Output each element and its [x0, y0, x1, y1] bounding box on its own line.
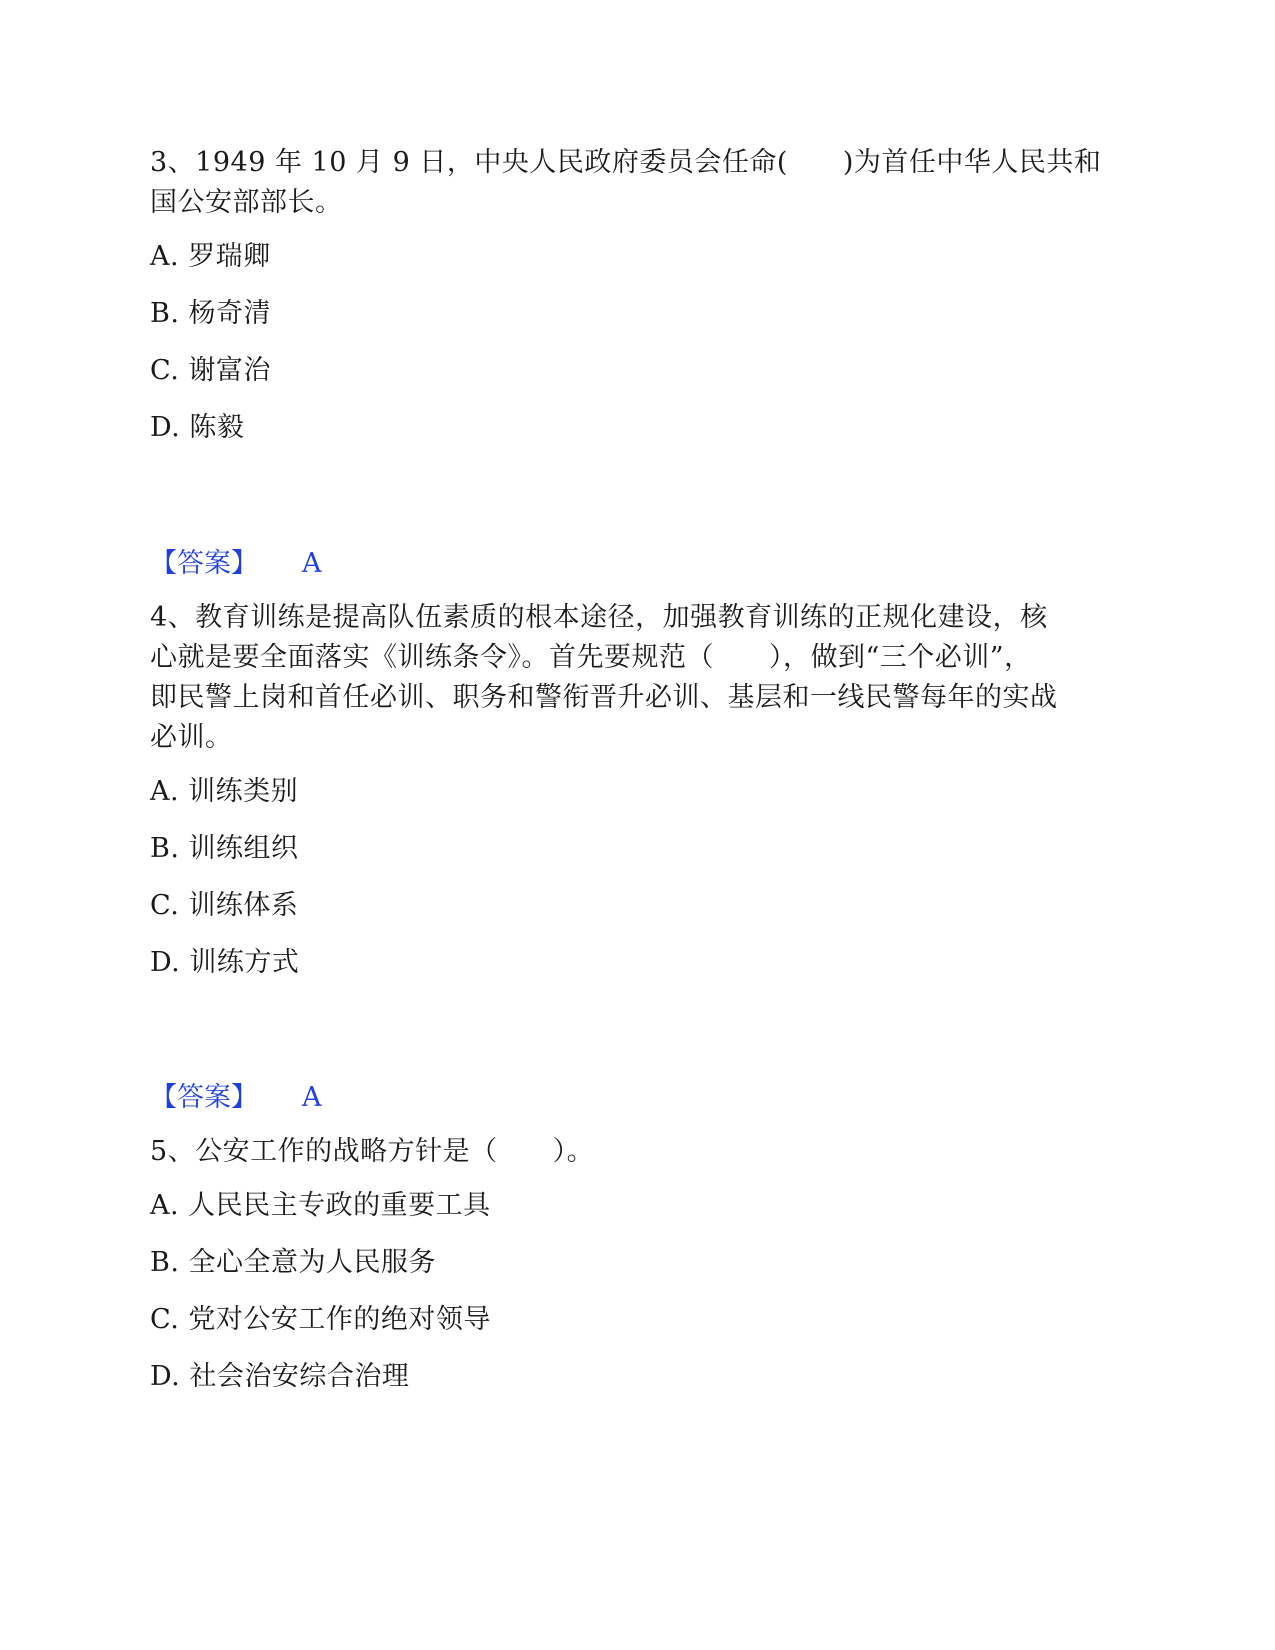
option-b: B. 杨奇清 — [150, 298, 272, 329]
option-c: C. 训练体系 — [150, 890, 299, 921]
answer-label: 【答案】 — [150, 1082, 258, 1113]
option-b: B. 训练组织 — [150, 833, 299, 864]
option-a: A. 人民民主专政的重要工具 — [150, 1190, 491, 1221]
option-a: A. 训练类别 — [150, 776, 299, 807]
option-c: C. 谢富治 — [150, 355, 271, 386]
question-5 — [150, 1132, 1120, 1414]
question-stem-line: 必训。 — [150, 722, 233, 753]
question-stem-line: 3、1949 年 10 月 9 日，中央人民政府委员会任命( )为首任中华人民共和 — [150, 147, 1102, 178]
answer-label: 【答案】 — [150, 548, 258, 579]
answer-line — [150, 544, 322, 584]
option-d: D. 训练方式 — [150, 947, 300, 978]
question-stem-line: 5、公安工作的战略方针是（ ）。 — [150, 1136, 595, 1167]
answer-value: A — [302, 548, 322, 579]
option-d: D. 社会治安综合治理 — [150, 1361, 410, 1392]
option-d: D. 陈毅 — [150, 412, 245, 443]
question-stem-line: 即民警上岗和首任必训、职务和警衔晋升必训、基层和一线民警每年的实战 — [150, 682, 1058, 713]
question-stem-line: 心就是要全面落实《训练条令》。首先要规范（ ），做到“三个必训”， — [150, 642, 1032, 673]
option-a: A. 罗瑞卿 — [150, 241, 271, 272]
answer-line — [150, 1078, 322, 1118]
question-4 — [150, 598, 1120, 1000]
question-stem-line: 4、教育训练是提高队伍素质的根本途径，加强教育训练的正规化建设，核 — [150, 602, 1048, 633]
question-stem-line: 国公安部部长。 — [150, 187, 343, 218]
option-c: C. 党对公安工作的绝对领导 — [150, 1304, 491, 1335]
option-b: B. 全心全意为人民服务 — [150, 1247, 437, 1278]
question-3 — [150, 143, 1120, 465]
answer-value: A — [302, 1082, 322, 1113]
